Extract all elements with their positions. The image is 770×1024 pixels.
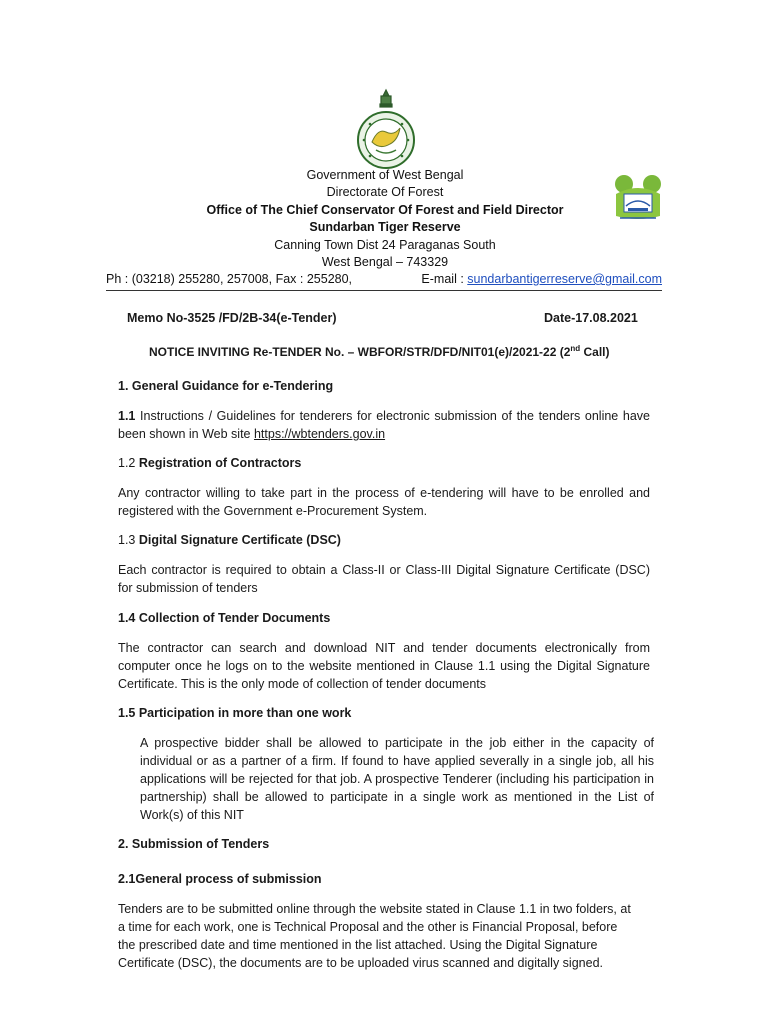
header-divider [106,290,662,291]
west-bengal-emblem-icon [350,88,422,172]
notice-title: NOTICE INVITING Re-TENDER No. – WBFOR/STR/DFD/NIT01(e)/2021-22 (2nd Call) [149,344,610,359]
clause-1-5-text: A prospective bidder shall be allowed to participate in the job either in the capacity of individual or as a partner of a firm. If found to have applied severally in a single job, all his applications will be rejected for that job. A prospective Tenderer (including his participation in partnership) shall be allowed to participate in a single work as mentioned in the List of Work(s) of this NIT [140,736,654,822]
clause-1-1: 1.1 Instructions / Guidelines for tenderers for electronic submission of the tenders online have been shown in Web site https://wbtenders.gov.in [118,409,650,441]
clause-1-2-text: Any contractor willing to take part in the process of e-tendering will have to be enrolled and registered with the Government e-Procurement System. [118,486,650,518]
clause-2-1-heading: 2.1General process of submission [118,872,322,886]
contact-row [106,271,662,288]
phone-fax: Ph : (03218) 255280, 257008, Fax : 255280, [106,272,353,286]
email-block [421,271,662,288]
section-2-heading: 2. Submission of Tenders [118,837,270,851]
header-address: Canning Town Dist 24 Paraganas South [274,238,496,252]
clause-1-2-heading: 1.2 Registration of Contractors [118,456,302,470]
wbtenders-link[interactable]: https://wbtenders.gov.in [253,427,386,441]
header-office: Office of The Chief Conservator Of Forest and Field Director [206,203,564,217]
clause-1-4-heading: 1.4 Collection of Tender Documents [118,611,331,625]
clause-1-4-text: The contractor can search and download NIT and tender documents electronically from computer once he logs on to the website mentioned in Clause 1.1 using the Digital Signature Certificate. This is the only mode of collection of tender documents [118,641,650,691]
memo-number: Memo No-3525 /FD/2B-34(e-Tender) [127,311,337,325]
header-reserve: Sundarban Tiger Reserve [309,220,461,234]
email-link[interactable]: sundarbantigerreserve@gmail.com [467,272,662,286]
clause-1-5-heading: 1.5 Participation in more than one work [118,706,352,720]
memo-date: Date-17.08.2021 [544,311,638,325]
header-state: West Bengal – 743329 [321,255,449,269]
clause-1-3-text: Each contractor is required to obtain a Class-II or Class-III Digital Signature Certificate (DSC) for submission of tenders [118,563,650,595]
header-directorate: Directorate Of Forest [326,185,444,199]
header-govt: Government of West Bengal [306,168,464,182]
clause-2-1-text: Tenders are to be submitted online through the website stated in Clause 1.1 in two folders, at a time for each work, one is Technical Proposal and the other is Financial Proposal, before the prescribed date and time mentioned in the list attached. Using the Digital Signature Certificate (DSC), the documents are to be uploaded virus scanned and digitally signed. [118,902,631,970]
section-1-heading: 1. General Guidance for e-Tendering [118,379,334,393]
email-label: E-mail : [421,272,468,286]
clause-1-3-heading: 1.3 Digital Signature Certificate (DSC) [118,533,341,547]
